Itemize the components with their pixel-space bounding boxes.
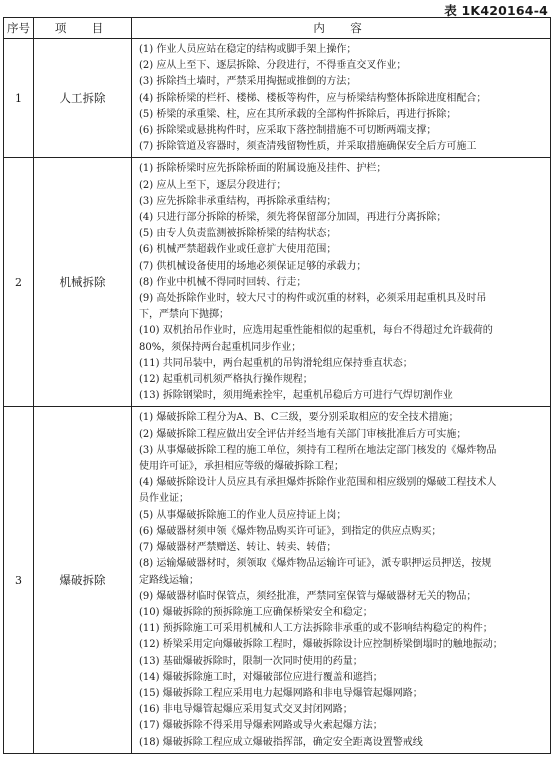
content-line: (18) 爆破拆除工程应成立爆破指挥部，确定安全距离设置警戒线 [139,736,423,748]
content-line: (15) 爆破拆除工程应采用电力起爆网路和非电导爆管起爆网路； [139,687,423,699]
content-line: (6) 爆破器材须申领《爆炸物品购买许可证》，到指定的供应点购买； [139,525,442,537]
content-line: (17) 爆破拆除不得采用导爆索网路或导火索起爆方法； [139,720,383,732]
row-seq: 1 [4,39,34,158]
table-title: 表 1K420164-4 [444,3,548,18]
content-line: 定路线运输； [139,574,199,586]
content-line: (2) 应从上至下，逐层分段进行； [139,179,287,191]
content-line: (10) 爆破拆除的预拆除施工应确保桥梁安全和稳定； [139,606,373,618]
content-line: (3) 拆除挡土墙时，严禁采用掏掘或推倒的方法； [139,76,357,88]
content-line: (6) 机械严禁超载作业或任意扩大使用范围； [139,244,337,256]
row-item: 爆破拆除 [34,407,132,753]
content-line: (7) 拆除管道及容器时，须查清残留物性质，并采取措施确保安全后方可施工 [139,141,477,153]
table-row [4,39,551,158]
content-line: (5) 从事爆破拆除施工的作业人员应持证上岗； [139,509,347,521]
content-line: (5) 由专人负责监测被拆除桥梁的结构状态； [139,228,337,240]
content-line: (7) 供机械设备使用的场地必须保证足够的承载力； [139,260,367,272]
content-line: 下，严禁向下抛掷； [139,309,229,321]
content-line: (5) 桥梁的承重梁、柱，应在其所承载的全部构件拆除后，再进行拆除； [139,108,457,120]
content-line: (1) 爆破拆除工程分为A、B、C三级，要分别采取相应的安全技术措施； [139,412,459,424]
content-line: (11) 共同吊装中，两台起重机的吊钩滑轮组应保持垂直状态； [139,357,413,369]
content-line: (14) 爆破拆除施工时，对爆破部位应进行覆盖和遮挡； [139,671,383,683]
table-row [4,407,551,753]
content-line: (2) 应从上至下、逐层拆除、分段进行，不得垂直交叉作业； [139,60,407,72]
content-line: (3) 从事爆破拆除工程的施工单位，须持有工程所在地法定部门核发的《爆炸物品 [139,444,497,456]
row-content [132,407,551,753]
content-line: (4) 拆除桥梁的栏杆、楼梯、楼板等构件，应与桥梁结构整体拆除进度相配合； [139,92,487,104]
content-line: (10) 双机抬吊作业时，应选用起重性能相似的起重机，每台不得超过允许载荷的 [139,325,493,337]
header-seq: 序号 [4,18,34,39]
content-line: (9) 高处拆除作业时，较大尺寸的构件或沉重的材料，必须采用起重机具及时吊 [139,293,487,305]
content-line: (12) 桥梁采用定向爆破拆除工程时，爆破拆除设计应控制桥梁倒塌时的触地振动； [139,639,503,651]
row-seq: 3 [4,407,34,753]
content-line: (2) 爆破拆除工程应做出安全评估并经当地有关部门审核批准后方可实施； [139,428,467,440]
content-line: (7) 爆破器材严禁赠送、转让、转卖、转借； [139,542,337,554]
content-line: (16) 非电导爆管起爆应采用复式交叉封闭网路； [139,704,353,716]
content-line: (8) 运输爆破器材时，须领取《爆炸物品运输许可证》，派专职押运员押送，按规 [139,558,492,570]
content-line: 使用许可证》，承担相应等级的爆破拆除工程； [139,461,344,473]
header-item: 项 目 [34,18,132,39]
content-line: 80%，须保持两台起重机同步作业； [139,341,302,353]
content-line: (4) 爆破拆除设计人员应具有承担爆炸拆除作业范围和相应级别的爆破工程技术人 [139,477,497,489]
content-line: (11) 预拆除施工可采用机械和人工方法拆除非承重的或不影响结构稳定的构件； [139,623,493,635]
row-content [132,39,551,158]
row-item: 机械拆除 [34,158,132,407]
content-line: (6) 拆除梁或悬挑构件时，应采取下落控制措施不可切断两端支撑； [139,125,437,137]
content-line: (3) 应先拆除非承重结构，再拆除承重结构； [139,195,337,207]
header-content: 内 容 [132,18,551,39]
content-line: (13) 基础爆破拆除时，限制一次同时使用的药量； [139,655,363,667]
row-seq: 2 [4,158,34,407]
row-item: 人工拆除 [34,39,132,158]
row-content [132,158,551,407]
content-line: (12) 起重机司机须严格执行操作规程； [139,374,313,386]
content-line: (4) 只进行部分拆除的桥梁，须先将保留部分加固，再进行分离拆除； [139,212,447,224]
safety-measures-table [3,17,551,754]
content-line: (1) 作业人员应站在稳定的结构或脚手架上操作； [139,44,357,55]
content-line: (8) 作业中机械不得同时回转、行走； [139,276,307,288]
table-row [4,158,551,407]
content-line: (1) 拆除桥梁时应先拆除桥面的附属设施及挂件、护栏； [139,163,387,175]
content-line: 员作业证； [139,493,189,505]
content-line: (13) 拆除钢梁时，须用绳索拴牢，起重机吊稳后方可进行气焊切割作业 [139,390,453,402]
table-header-row [4,18,551,39]
content-line: (9) 爆破器材临时保管点，须经批准，严禁同室保管与爆破器材无关的物品； [139,590,477,602]
